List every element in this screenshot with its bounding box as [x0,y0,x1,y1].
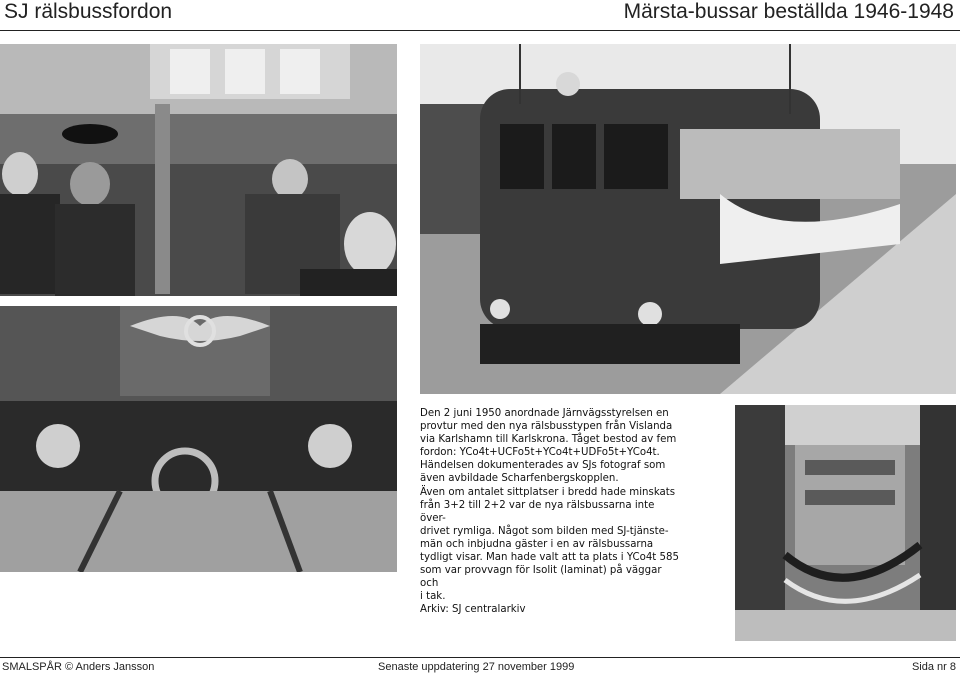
caption-line: som var provvagn för Isolit (laminat) på väggar och [420,565,662,590]
footer-updated: Senaste uppdatering 27 november 1999 [378,661,575,673]
caption-line: män och inbjudna gäster i en av rälsbussarna [420,538,654,550]
caption-line: provtur med den nya rälsbusstypen från Vislanda [420,421,673,433]
caption-line: fordon: YCo4t+UCFo5t+YCo4t+UDFo5t+YCo4t. [420,447,660,459]
caption-line: från 3+2 till 2+2 var de nya rälsbussarna inte över- [420,499,655,524]
caption-credit: Arkiv: SJ centralarkiv [420,604,526,616]
caption-line: Den 2 juni 1950 anordnade Järnvägsstyrelsen en [420,408,669,419]
page-subtitle: Märsta-bussar beställda 1946-1948 [623,0,954,23]
footer [0,660,960,676]
footer-rule [0,657,960,658]
footer-page-number: Sida nr 8 [911,661,956,673]
caption-line: Även om antalet sittplatser i bredd hade minskats [420,486,676,498]
front-photo [0,306,397,572]
interior-photo [0,44,397,296]
caption-line: drivet rymliga. Något som bilden med SJ-tjänste- [420,525,669,537]
caption-line: Händelsen dokumenterades av SJs fotograf som [420,460,666,472]
caption-line: via Karlshamn till Karlskrona. Tåget bestod av fem [420,434,677,446]
footer-copyright: SMALSPÅR © Anders Jansson [2,661,155,673]
caption-line: i tak. [420,591,446,603]
caption-line: tydligt visar. Man hade valt att ta plats i YCo4t 585 [420,552,679,564]
caption-text [420,407,682,617]
caption-line: även avbildade Scharfenbergskopplen. [420,473,619,485]
page-title: SJ rälsbussfordon [4,0,173,23]
train-photo [420,44,956,394]
coupling-photo [735,405,956,641]
header-rule [0,30,960,31]
